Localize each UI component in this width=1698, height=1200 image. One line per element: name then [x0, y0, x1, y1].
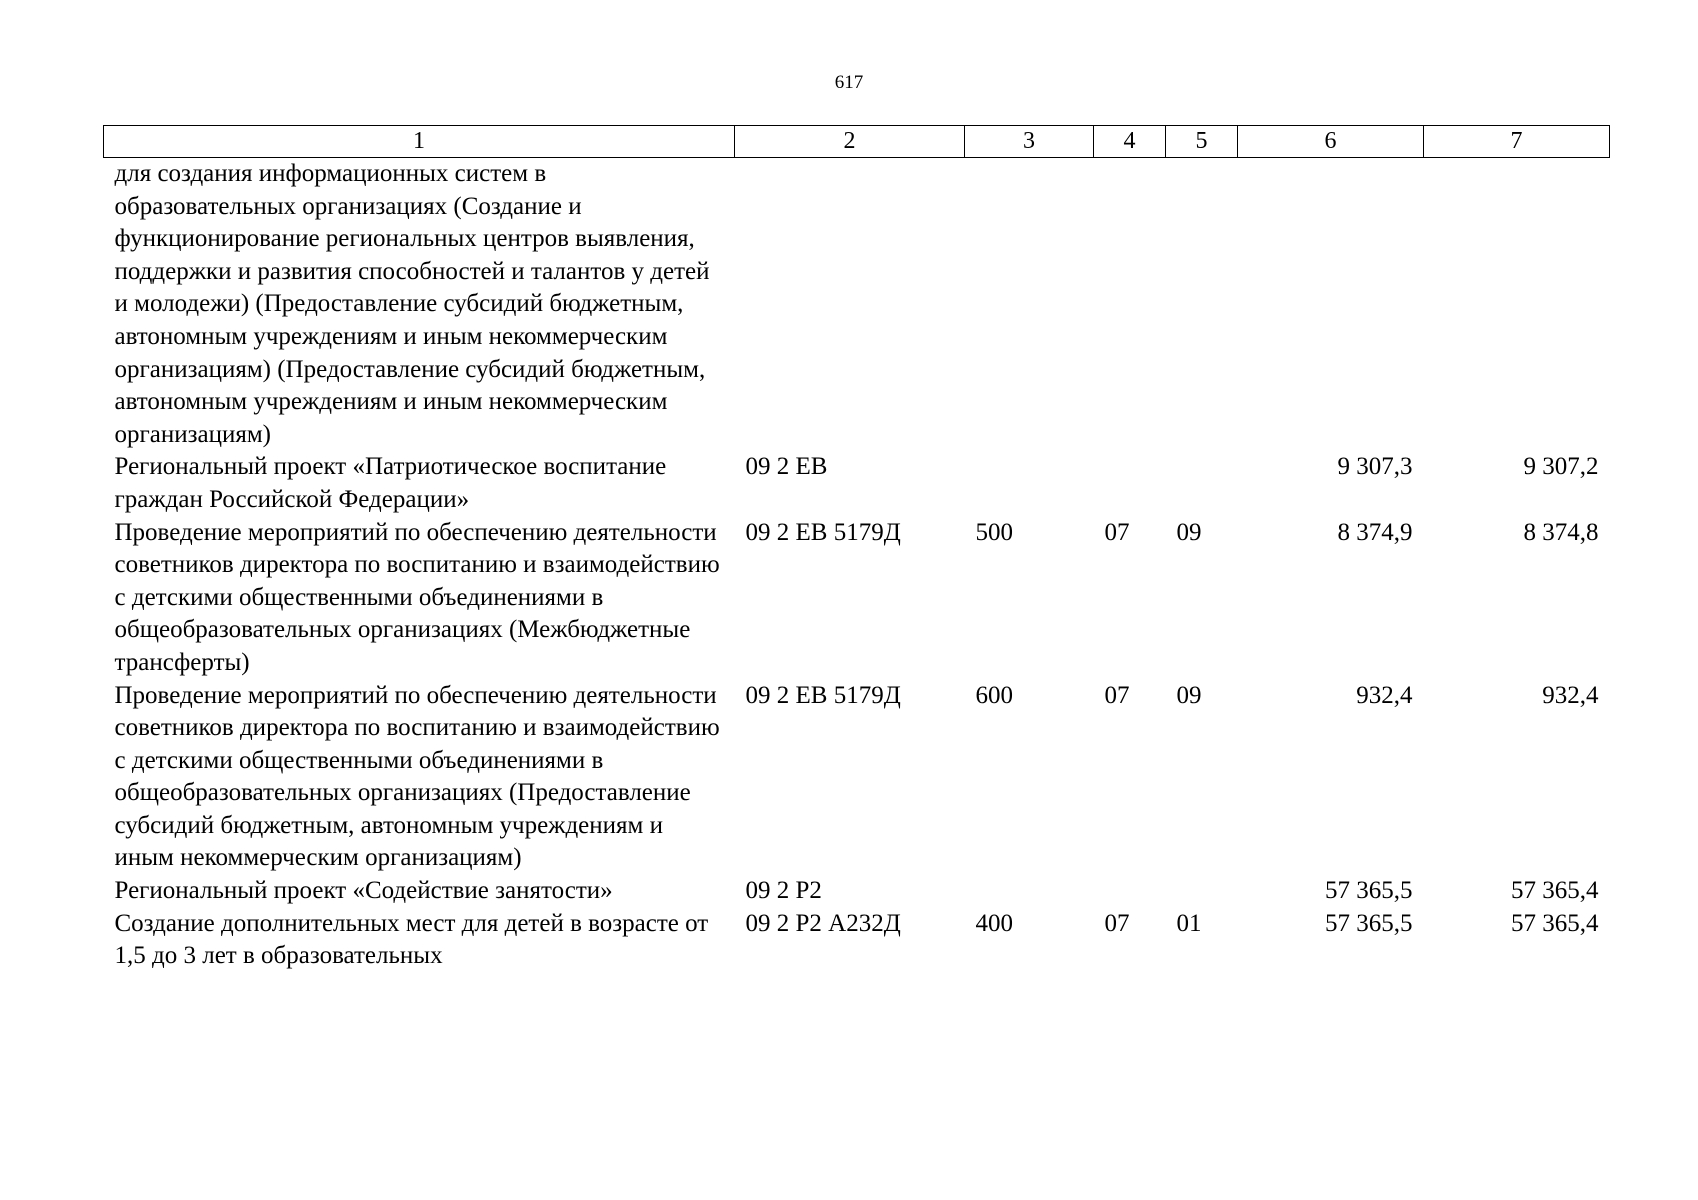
- table-row: [104, 451, 1610, 516]
- row-vr: 600: [975, 681, 1013, 709]
- row-name: Проведение мероприятий по обеспечению деятельности советников директора по воспитанию и взаимодействию с детскими общественными объединениями в общеобразовательных организациях (Предоставление субсидий бюджетным, автономным учреждениям и иным некоммерческим организациям): [114, 681, 720, 872]
- row-rz: 07: [1104, 518, 1130, 546]
- row-vr: [965, 875, 1094, 908]
- table-row: [104, 908, 1610, 973]
- row-name: для создания информационных систем в образовательных организациях (Создание и функционирование региональных центров выявления, поддержки и развития способностей и талантов у детей и молодежи) (Предоставление субсидий бюджетным, автономным учреждениям и иным некоммерческим организациям) (Предоставление субсидий бюджетным, автономным учреждениям и иным некоммерческим организациям): [114, 160, 710, 448]
- row-pr: 09: [1176, 518, 1202, 546]
- row-sum-1: 932,4: [1356, 681, 1413, 709]
- row-vr: 500: [975, 518, 1013, 546]
- row-code: [735, 158, 965, 452]
- row-vr: [965, 158, 1094, 452]
- row-code: 09 2 ЕВ 5179Д: [745, 681, 901, 709]
- header-col-6: 6: [1238, 126, 1424, 158]
- row-code: 09 2 Р2: [745, 877, 822, 905]
- row-code: 09 2 ЕВ: [745, 453, 828, 481]
- row-sum-2: [1424, 158, 1610, 452]
- table-row: [104, 875, 1610, 908]
- page-number: 617: [834, 72, 864, 93]
- row-sum-1: [1238, 158, 1424, 452]
- table-row: [104, 680, 1610, 876]
- row-rz: 07: [1104, 681, 1130, 709]
- row-rz: [1094, 451, 1166, 516]
- row-pr: [1166, 158, 1238, 452]
- row-rz: [1094, 875, 1166, 908]
- row-sum-2: 8 374,8: [1523, 518, 1599, 546]
- row-name: Региональный проект «Патриотическое воспитание граждан Российской Федерации»: [114, 453, 667, 513]
- row-name: Создание дополнительных мест для детей в возрасте от 1,5 до 3 лет в образовательных: [114, 909, 709, 970]
- row-pr: 09: [1176, 681, 1202, 709]
- row-name: Региональный проект «Содействие занятости»: [114, 877, 613, 905]
- row-sum-1: 8 374,9: [1337, 518, 1413, 546]
- budget-table: [103, 125, 1610, 973]
- row-rz: 07: [1104, 909, 1130, 937]
- row-sum-2: 9 307,2: [1523, 453, 1599, 481]
- row-sum-1: 9 307,3: [1337, 453, 1413, 481]
- header-col-3: 3: [965, 126, 1094, 158]
- header-col-4: 4: [1094, 126, 1166, 158]
- row-vr: 400: [975, 909, 1013, 937]
- header-col-2: 2: [735, 126, 965, 158]
- row-sum-1: 57 365,5: [1325, 909, 1413, 937]
- row-sum-2: 57 365,4: [1511, 909, 1599, 937]
- row-pr: [1166, 875, 1238, 908]
- row-sum-1: 57 365,5: [1325, 877, 1413, 905]
- row-pr: [1166, 451, 1238, 516]
- row-sum-2: 932,4: [1542, 681, 1599, 709]
- table-body: [104, 158, 1610, 973]
- row-rz: [1094, 158, 1166, 452]
- header-row: [104, 126, 1610, 158]
- row-code: 09 2 Р2 А232Д: [745, 909, 901, 937]
- table-row: [104, 517, 1610, 680]
- table-header: [104, 126, 1610, 158]
- header-col-1: 1: [104, 126, 735, 158]
- row-sum-2: 57 365,4: [1511, 877, 1599, 905]
- table-row: [104, 158, 1610, 452]
- row-code: 09 2 ЕВ 5179Д: [745, 518, 901, 546]
- row-name: Проведение мероприятий по обеспечению деятельности советников директора по воспитанию и взаимодействию с детскими общественными объединениями в общеобразовательных организациях (Межбюджетные трансферты): [114, 518, 720, 676]
- header-col-5: 5: [1166, 126, 1238, 158]
- row-pr: 01: [1176, 909, 1202, 937]
- row-vr: [965, 451, 1094, 516]
- header-col-7: 7: [1424, 126, 1610, 158]
